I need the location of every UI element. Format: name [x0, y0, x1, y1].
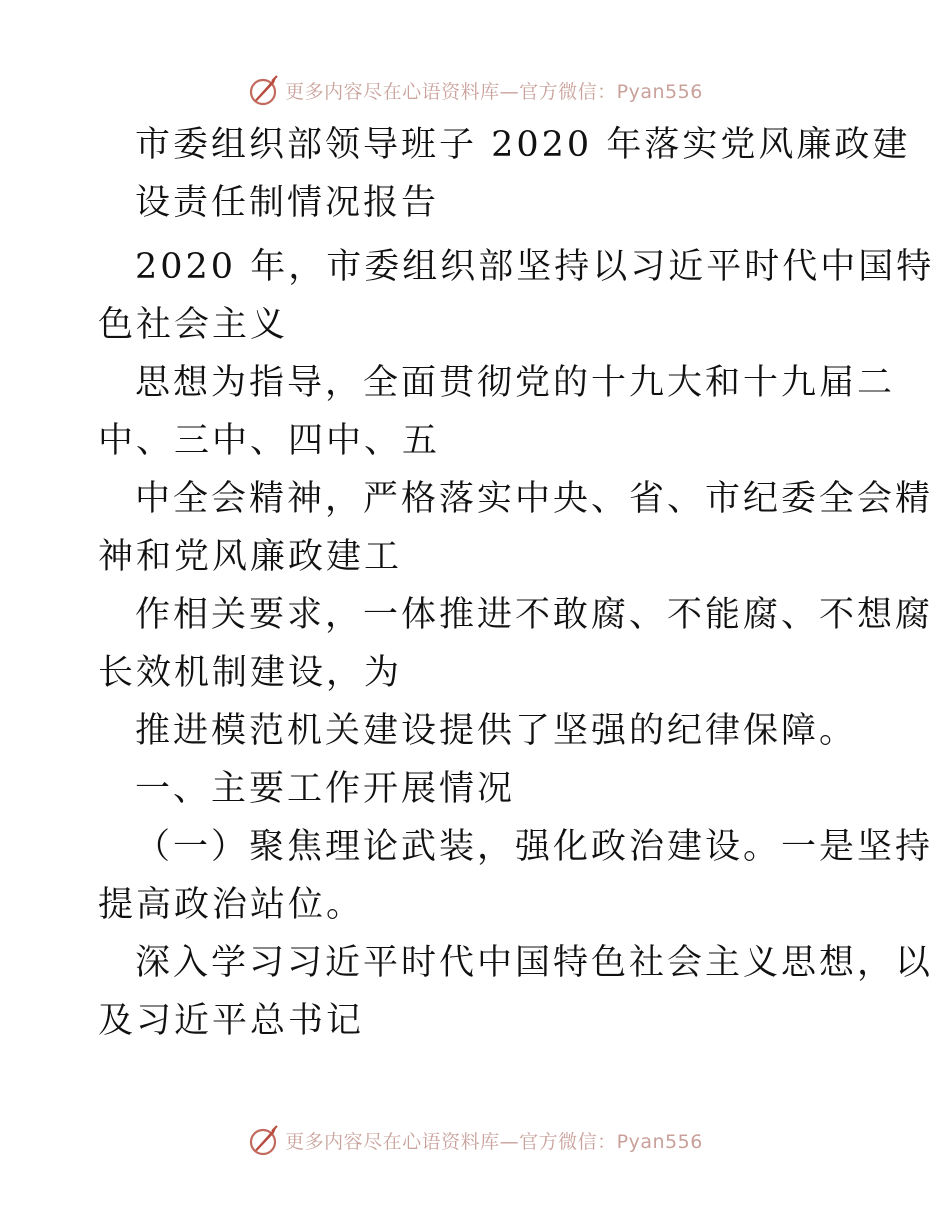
footer-watermark-banner [0, 1120, 950, 1160]
section-heading: 一、主要工作开展情况 [135, 769, 516, 809]
quill-pen-logo-icon [247, 73, 281, 107]
footer-watermark-text: 更多内容尽在心语资料库—官方微信：Pyan556 [285, 1130, 703, 1153]
paragraph-line: （一）聚焦理论武装，强化政治建设。一是坚持 [135, 827, 934, 867]
document-title-line-2: 设责任制情况报告 [135, 183, 440, 223]
paragraph-line: 推进模范机关建设提供了坚强的纪律保障。 [135, 711, 858, 751]
paragraph-line: 提高政治站位。 [98, 885, 365, 925]
paragraph-line: 及习近平总书记 [98, 1001, 365, 1041]
paragraph-line: 长效机制建设，为 [98, 653, 403, 693]
paragraph-line: 神和党风廉政建工 [98, 537, 403, 577]
paragraph-line: 色社会主义 [98, 305, 289, 345]
paragraph-line: 2020 年，市委组织部坚持以习近平时代中国特 [135, 247, 935, 287]
paragraph-line: 作相关要求，一体推进不敢腐、不能腐、不想腐 [135, 595, 934, 635]
header-watermark-text: 更多内容尽在心语资料库—官方微信：Pyan556 [285, 80, 703, 103]
paragraph-line: 中全会精神，严格落实中央、省、市纪委全会精 [135, 479, 934, 519]
paragraph-line: 中、三中、四中、五 [98, 421, 441, 461]
header-watermark-banner [0, 70, 950, 110]
quill-pen-logo-icon [247, 1123, 281, 1157]
paragraph-line: 深入学习习近平时代中国特色社会主义思想，以 [135, 943, 934, 983]
paragraph-line: 思想为指导，全面贯彻党的十九大和十九届二 [135, 363, 896, 403]
document-title-line-1: 市委组织部领导班子 2020 年落实党风廉政建 [135, 125, 911, 165]
